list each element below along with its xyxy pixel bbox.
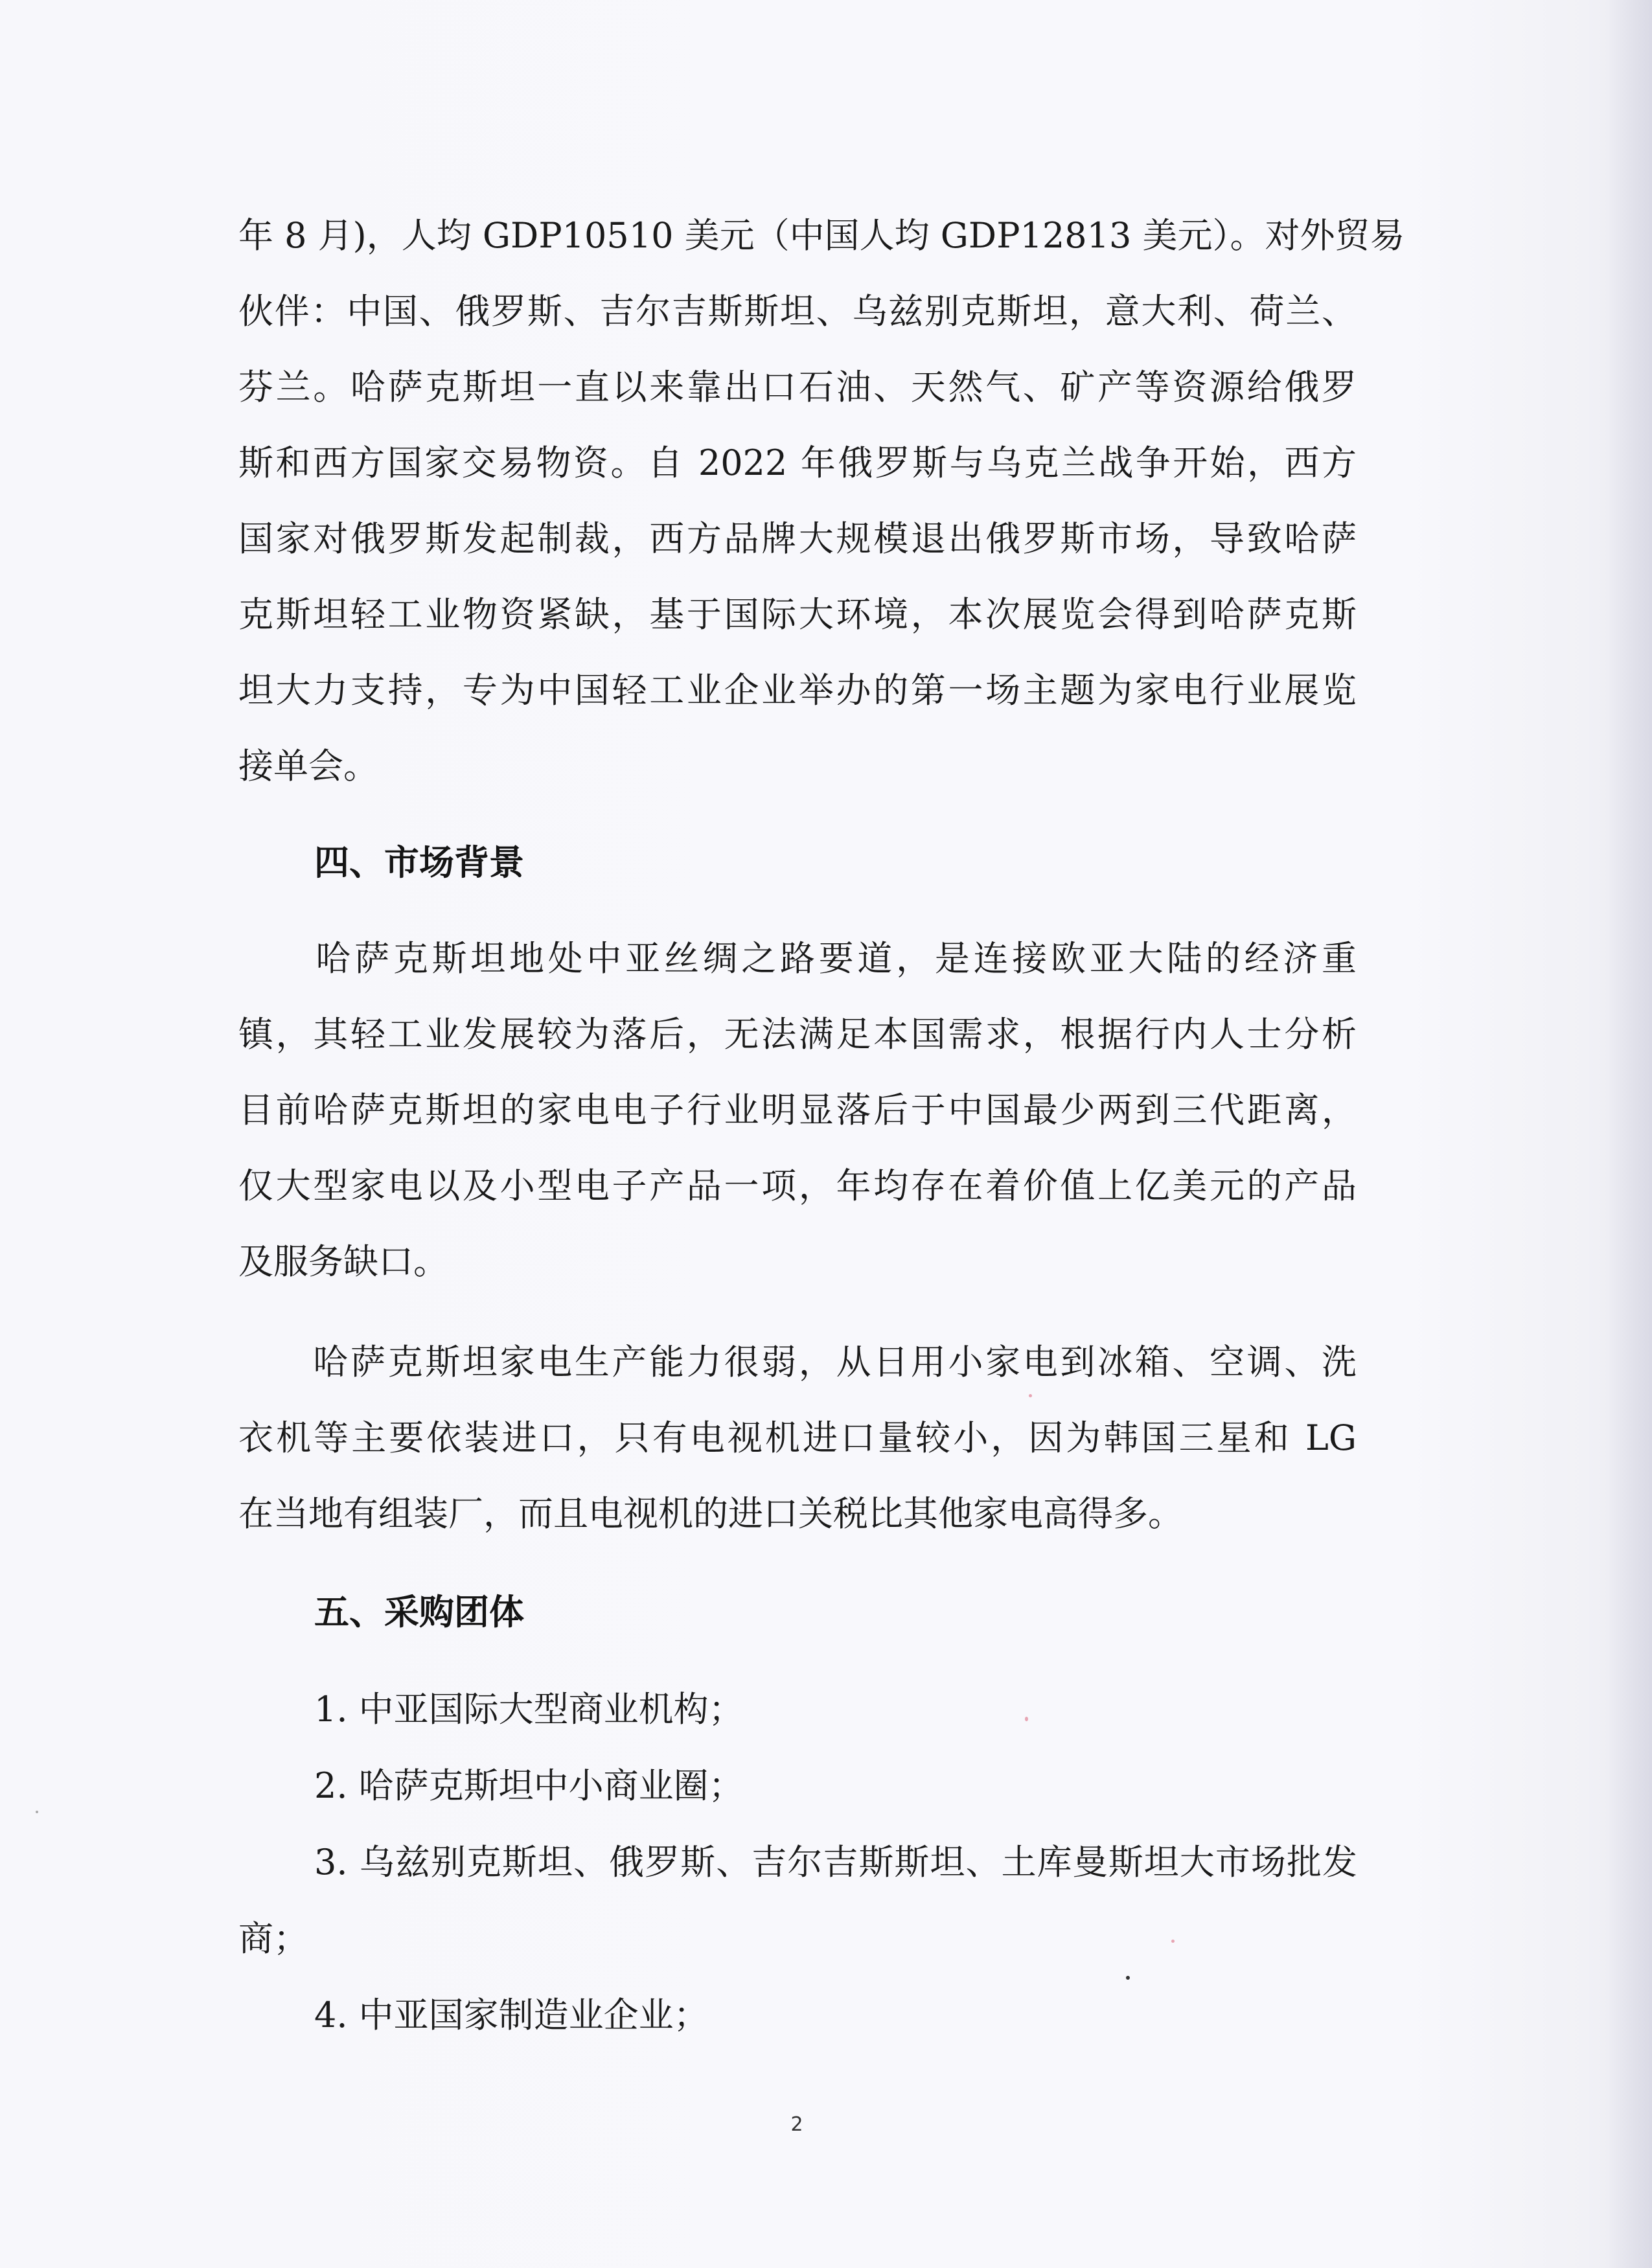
text-line: 及服务缺口。: [238, 1241, 448, 1282]
section-heading-buyer-groups: 五、采购团体: [314, 1592, 524, 1632]
section-heading-market-background: 四、市场背景: [314, 842, 524, 883]
text-line: 国家对俄罗斯发起制裁，西方品牌大规模退出俄罗斯市场，导致哈萨: [238, 518, 1357, 559]
list-item-continuation: 商；: [238, 1918, 308, 1959]
list-item: 2. 哈萨克斯坦中小商业圈；: [314, 1765, 744, 1806]
market-paragraph-1: [238, 921, 1357, 1300]
text-line: 在当地有组装厂，而且电视机的进口关税比其他家电高得多。: [238, 1493, 1183, 1534]
text-line: 接单会。: [238, 746, 378, 786]
list-item: 4. 中亚国家制造业企业；: [314, 1995, 709, 2035]
scan-speck: [1126, 1976, 1130, 1980]
text-line: 衣机等主要依装进口，只有电视机进口量较小，因为韩国三星和 LG: [238, 1417, 1357, 1458]
list-item: 1. 中亚国际大型商业机构；: [314, 1689, 744, 1730]
text-line: 哈萨克斯坦家电生产能力很弱，从日用小家电到冰箱、空调、洗: [238, 1342, 1357, 1382]
text-line: 目前哈萨克斯坦的家电电子行业明显落后于中国最少两到三代距离，: [238, 1090, 1357, 1130]
text-line: 镇，其轻工业发展较为落后，无法满足本国需求，根据行内人士分析: [238, 1014, 1357, 1055]
text-line: 芬兰。哈萨克斯坦一直以来靠出口石油、天然气、矿产等资源给俄罗: [238, 367, 1357, 407]
page-number: 2: [790, 2113, 803, 2136]
text-line: 伙伴：中国、俄罗斯、吉尔吉斯斯坦、乌兹别克斯坦，意大利、荷兰、: [238, 291, 1357, 332]
text-line: 克斯坦轻工业物资紧缺，基于国际大环境，本次展览会得到哈萨克斯: [238, 594, 1357, 635]
scan-speck: [1171, 1940, 1175, 1943]
scan-speck: [36, 1811, 38, 1813]
scan-edge-shadow: [1607, 0, 1652, 2268]
intro-paragraph: [238, 198, 1405, 804]
scan-speck: [1025, 1717, 1028, 1721]
text-line: 仅大型家电以及小型电子产品一项，年均存在着价值上亿美元的产品: [238, 1165, 1357, 1206]
text-line: 斯和西方国家交易物资。自 2022 年俄罗斯与乌克兰战争开始，西方: [238, 442, 1357, 483]
scan-speck: [1029, 1394, 1032, 1397]
text-line: 哈萨克斯坦地处中亚丝绸之路要道，是连接欧亚大陆的经济重: [238, 938, 1357, 979]
text-line: 坦大力支持，专为中国轻工业企业举办的第一场主题为家电行业展览: [238, 670, 1357, 711]
text-line: 3. 乌兹别克斯坦、俄罗斯、吉尔吉斯斯坦、土库曼斯坦大市场批发: [314, 1842, 1357, 1883]
market-paragraph-2: [238, 1324, 1357, 1552]
list-item-wrapped: [314, 1824, 1357, 1900]
text-line: 年 8 月)，人均 GDP10510 美元（中国人均 GDP12813 美元）。对外贸易: [238, 215, 1405, 256]
